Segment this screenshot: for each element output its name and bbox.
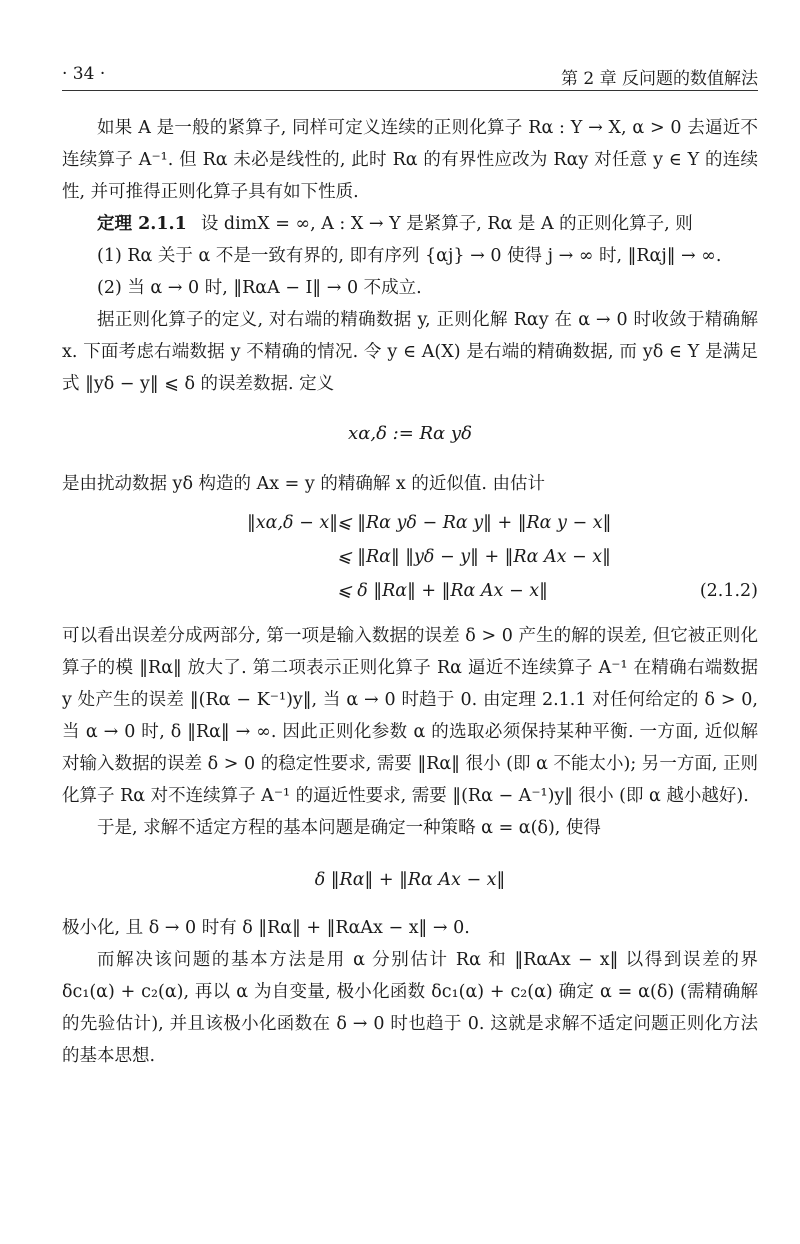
estimate-lhs: ‖xα,δ − x‖ bbox=[247, 513, 338, 533]
paragraph-7: 而解决该问题的基本方法是用 α 分别估计 Rα 和 ‖RαAx − x‖ 以得到误差的界 δc₁(α) + c₂(α), 再以 α 为自变量, 极小化函数 δc₁(α) + c₂(α) 确定 α = α(δ) (需精确解的先验估计), 并且该极小化函数在 δ → 0 时也趋于 0. 这就是求解不适定问题正则化方法的基本思想. bbox=[62, 950, 758, 1066]
paragraph-5: 于是, 求解不适定方程的基本问题是确定一种策略 α = α(δ), 使得 bbox=[97, 818, 601, 838]
estimate-line-1 bbox=[62, 506, 758, 540]
estimate-line-3 bbox=[62, 574, 758, 608]
objective-equation: δ ‖Rα‖ + ‖Rα Ax − x‖ bbox=[314, 870, 506, 890]
estimate-line-2 bbox=[62, 540, 758, 574]
paragraph-1: 如果 A 是一般的紧算子, 同样可定义连续的正则化算子 Rα : Y → X, α > 0 去逼近不连续算子 A⁻¹. 但 Rα 未必是线性的, 此时 Rα 的有界性应改为 Rαy 对任意 y ∈ Y 的连续性, 并可推得正则化算子具有如下性质. bbox=[62, 118, 758, 202]
chapter-title: 第 2 章 反问题的数值解法 bbox=[560, 69, 758, 89]
estimate-rhs-1: ⩽ ‖Rα yδ − Rα y‖ + ‖Rα y − x‖ bbox=[337, 513, 612, 533]
paragraph-6: 极小化, 且 δ → 0 时有 δ ‖Rα‖ + ‖RαAx − x‖ → 0. bbox=[62, 918, 470, 938]
estimate-rhs-3: ⩽ δ ‖Rα‖ + ‖Rα Ax − x‖ bbox=[337, 581, 548, 601]
definition-equation: xα,δ := Rα yδ bbox=[348, 423, 472, 444]
estimate-equation bbox=[62, 506, 758, 610]
paragraph-4: 可以看出误差分成两部分, 第一项是输入数据的误差 δ > 0 产生的解的误差, 但它被正则化算子的模 ‖Rα‖ 放大了. 第二项表示正则化算子 Rα 逼近不连续算子 A⁻¹ 在精确右端数据 y 处产生的误差 ‖(Rα − K⁻¹)y‖, 当 α → 0 时趋于 0. 由定理 2.1.1 对任何给定的 δ > 0, 当 α → 0 时, δ ‖Rα‖ → ∞. 因此正则化参数 α 的选取必须保持某种平衡. 一方面, 近似解对输入数据的误差 δ > 0 的稳定性要求, 需要 ‖Rα‖ 很小 (即 α 不能太小); 另一方面, 正则化算子 Rα 对不连续算子 A⁻¹ 的逼近性要求, 需要 ‖(Rα − A⁻¹)y‖ 很小 (即 α 越小越好). bbox=[62, 626, 758, 806]
theorem-item-2: (2) 当 α → 0 时, ‖RαA − I‖ → 0 不成立. bbox=[97, 278, 422, 298]
page-number: · 34 · bbox=[62, 64, 106, 84]
paragraph-3: 是由扰动数据 yδ 构造的 Ax = y 的精确解 x 的近似值. 由估计 bbox=[62, 474, 545, 494]
running-header bbox=[62, 62, 758, 90]
equation-number: (2.1.2) bbox=[699, 581, 758, 601]
header-rule bbox=[62, 90, 758, 91]
paragraph-2: 据正则化算子的定义, 对右端的精确数据 y, 正则化解 Rαy 在 α → 0 时收敛于精确解 x. 下面考虑右端数据 y 不精确的情况. 令 y ∈ A(X) 是右端的精确数据, 而 yδ ∈ Y 是满足式 ‖yδ − y‖ ⩽ δ 的误差数据. 定义 bbox=[62, 310, 758, 394]
theorem-label: 定理 2.1.1 bbox=[97, 214, 187, 234]
page-body bbox=[62, 112, 758, 1072]
theorem-statement bbox=[62, 208, 758, 240]
estimate-rhs-2: ⩽ ‖Rα‖ ‖yδ − y‖ + ‖Rα Ax − x‖ bbox=[337, 547, 611, 567]
theorem-text: 设 dimX = ∞, A : X → Y 是紧算子, Rα 是 A 的正则化算子, 则 bbox=[200, 214, 693, 234]
theorem-item-1: (1) Rα 关于 α 不是一致有界的, 即有序列 {αj} → 0 使得 j → ∞ 时, ‖Rαj‖ → ∞. bbox=[97, 246, 722, 266]
